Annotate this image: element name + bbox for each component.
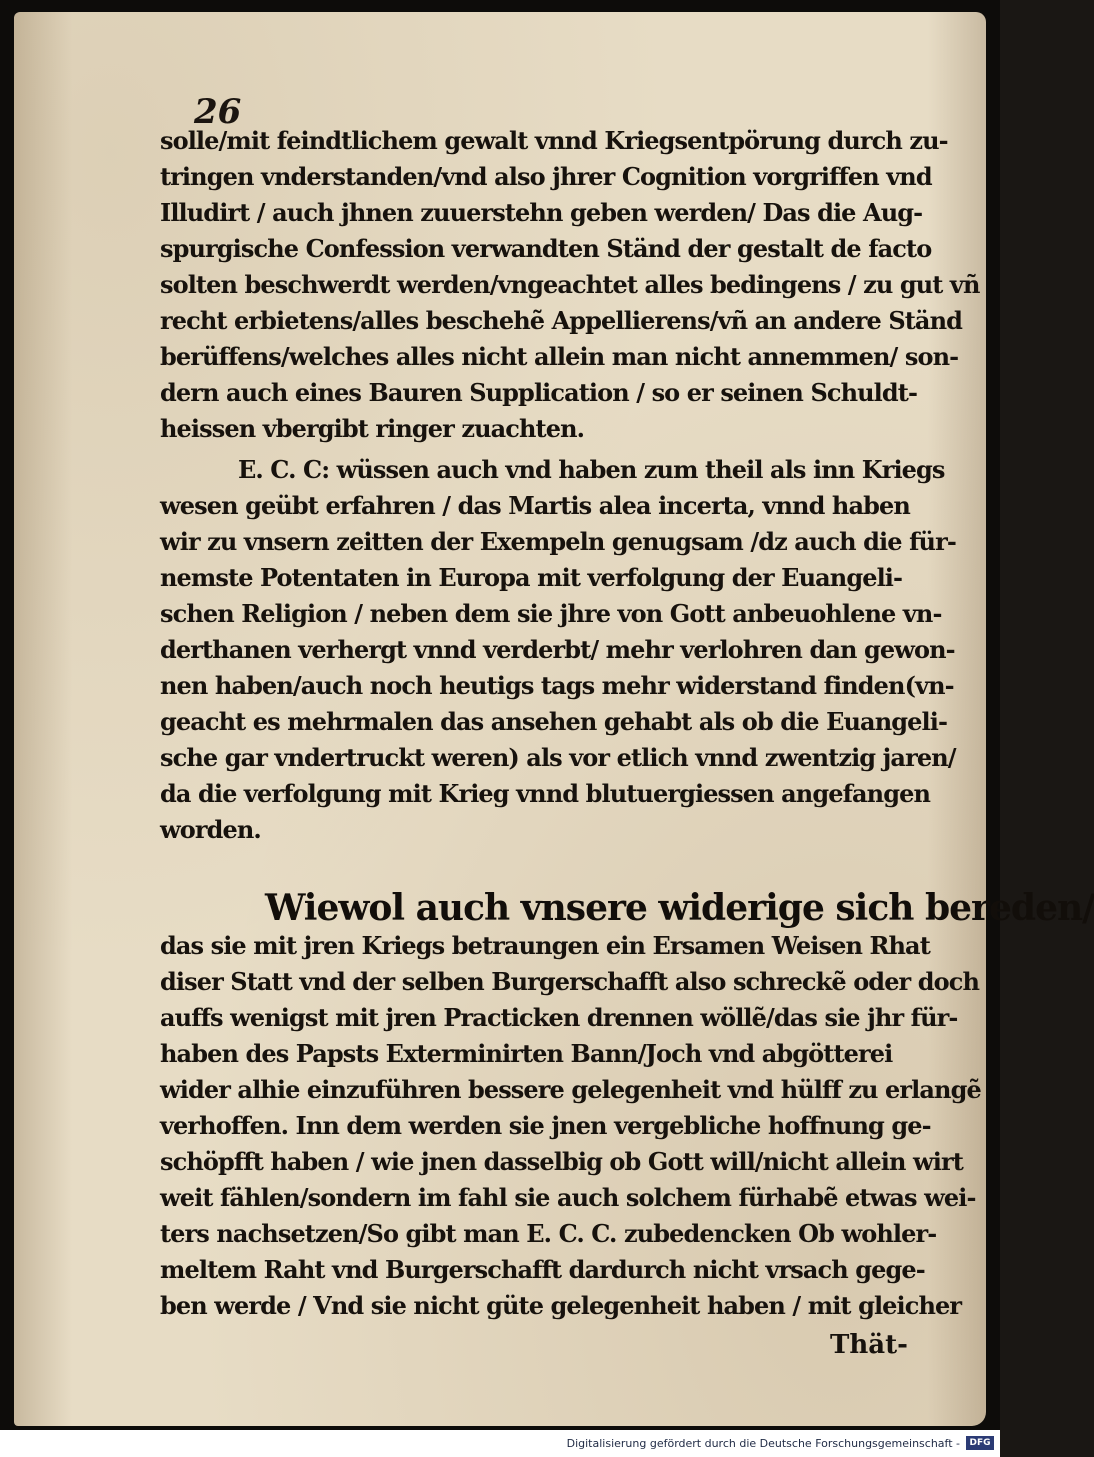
text-line: spurgische Confession verwandten Ständ der gestalt de facto [160, 234, 932, 263]
text-line: weit fählen/sondern im fahl sie auch solchem fürhabẽ etwas wei- [160, 1183, 976, 1212]
text-line: sche gar vndertruckt weren) als vor etlich vnnd zwentzig jaren/ [160, 743, 956, 772]
text-line: geacht es mehrmalen das ansehen gehabt als ob die Euangeli- [160, 707, 948, 736]
text-line: berüffens/welches alles nicht allein man nicht annemmen/ son- [160, 342, 959, 371]
text-line: ben werde / Vnd sie nicht güte gelegenheit haben / mit gleicher [160, 1291, 962, 1320]
text-line: heissen vbergibt ringer zuachten. [160, 414, 585, 443]
text-line: das sie mit jren Kriegs betraungen ein Ersamen Weisen Rhat [160, 931, 930, 960]
text-line: diser Statt vnd der selben Burgerschafft also schreckẽ oder doch [160, 967, 980, 996]
text-line: da die verfolgung mit Krieg vnnd blutuergiessen angefangen [160, 779, 931, 808]
text-line: wider alhie einzuführen bessere gelegenheit vnd hülff zu erlangẽ [160, 1075, 981, 1104]
text-line: meltem Raht vnd Burgerschafft dardurch nicht vrsach gege- [160, 1255, 925, 1284]
text-line: E. C. C: wüssen auch vnd haben zum theil als inn Kriegs [238, 455, 945, 484]
text-line: schen Religion / neben dem sie jhre von Gott anbeuohlene vn- [160, 599, 942, 628]
text-line: auffs wenigst mit jren Practicken drennen wöllẽ/das sie jhr für- [160, 1003, 958, 1032]
text-line: worden. [160, 815, 261, 844]
footer-bar [0, 1430, 1000, 1457]
text-line: wesen geübt erfahren / das Martis alea incerta, vnnd haben [160, 491, 910, 520]
text-line: wir zu vnsern zeitten der Exempeln genugsam /dz auch die für- [160, 527, 956, 556]
text-line: schöpfft haben / wie jnen dasselbig ob Gott will/nicht allein wirt [160, 1147, 963, 1176]
dfg-logo: DFG [966, 1436, 994, 1450]
paragraph-1 [160, 123, 980, 447]
text-line: recht erbietens/alles beschehẽ Appellierens/vñ an andere Ständ [160, 306, 963, 335]
paragraph-3 [160, 928, 981, 1324]
paragraph-2 [160, 452, 960, 848]
catchword: Thät- [830, 1330, 908, 1360]
paragraph-heading: Wiewol auch vnsere widerige sich bereden/ [265, 887, 1094, 929]
page-number: 26 [194, 92, 242, 132]
text-line: nen haben/auch noch heutigs tags mehr widerstand finden(vn- [160, 671, 954, 700]
text-line: Illudirt / auch jhnen zuuerstehn geben werden/ Das die Aug- [160, 198, 923, 227]
text-line: haben des Papsts Exterminirten Bann/Joch vnd abgötterei [160, 1039, 893, 1068]
text-line: derthanen verhergt vnnd verderbt/ mehr verlohren dan gewon- [160, 635, 955, 664]
text-line: nemste Potentaten in Europa mit verfolgung der Euangeli- [160, 563, 903, 592]
text-line: verhoffen. Inn dem werden sie jnen vergebliche hoffnung ge- [160, 1111, 931, 1140]
text-line: solten beschwerdt werden/vngeachtet alles bedingens / zu gut vñ [160, 270, 980, 299]
footer-credit: Digitalisierung gefördert durch die Deutsche Forschungsgemeinschaft - [566, 1437, 960, 1450]
text-line: dern auch eines Bauren Supplication / so er seinen Schuldt- [160, 378, 918, 407]
text-line: tringen vnderstanden/vnd also jhrer Cognition vorgriffen vnd [160, 162, 932, 191]
text-line: solle/mit feindtlichem gewalt vnnd Kriegsentpörung durch zu- [160, 126, 948, 155]
text-line: ters nachsetzen/So gibt man E. C. C. zubedencken Ob wohler- [160, 1219, 937, 1248]
